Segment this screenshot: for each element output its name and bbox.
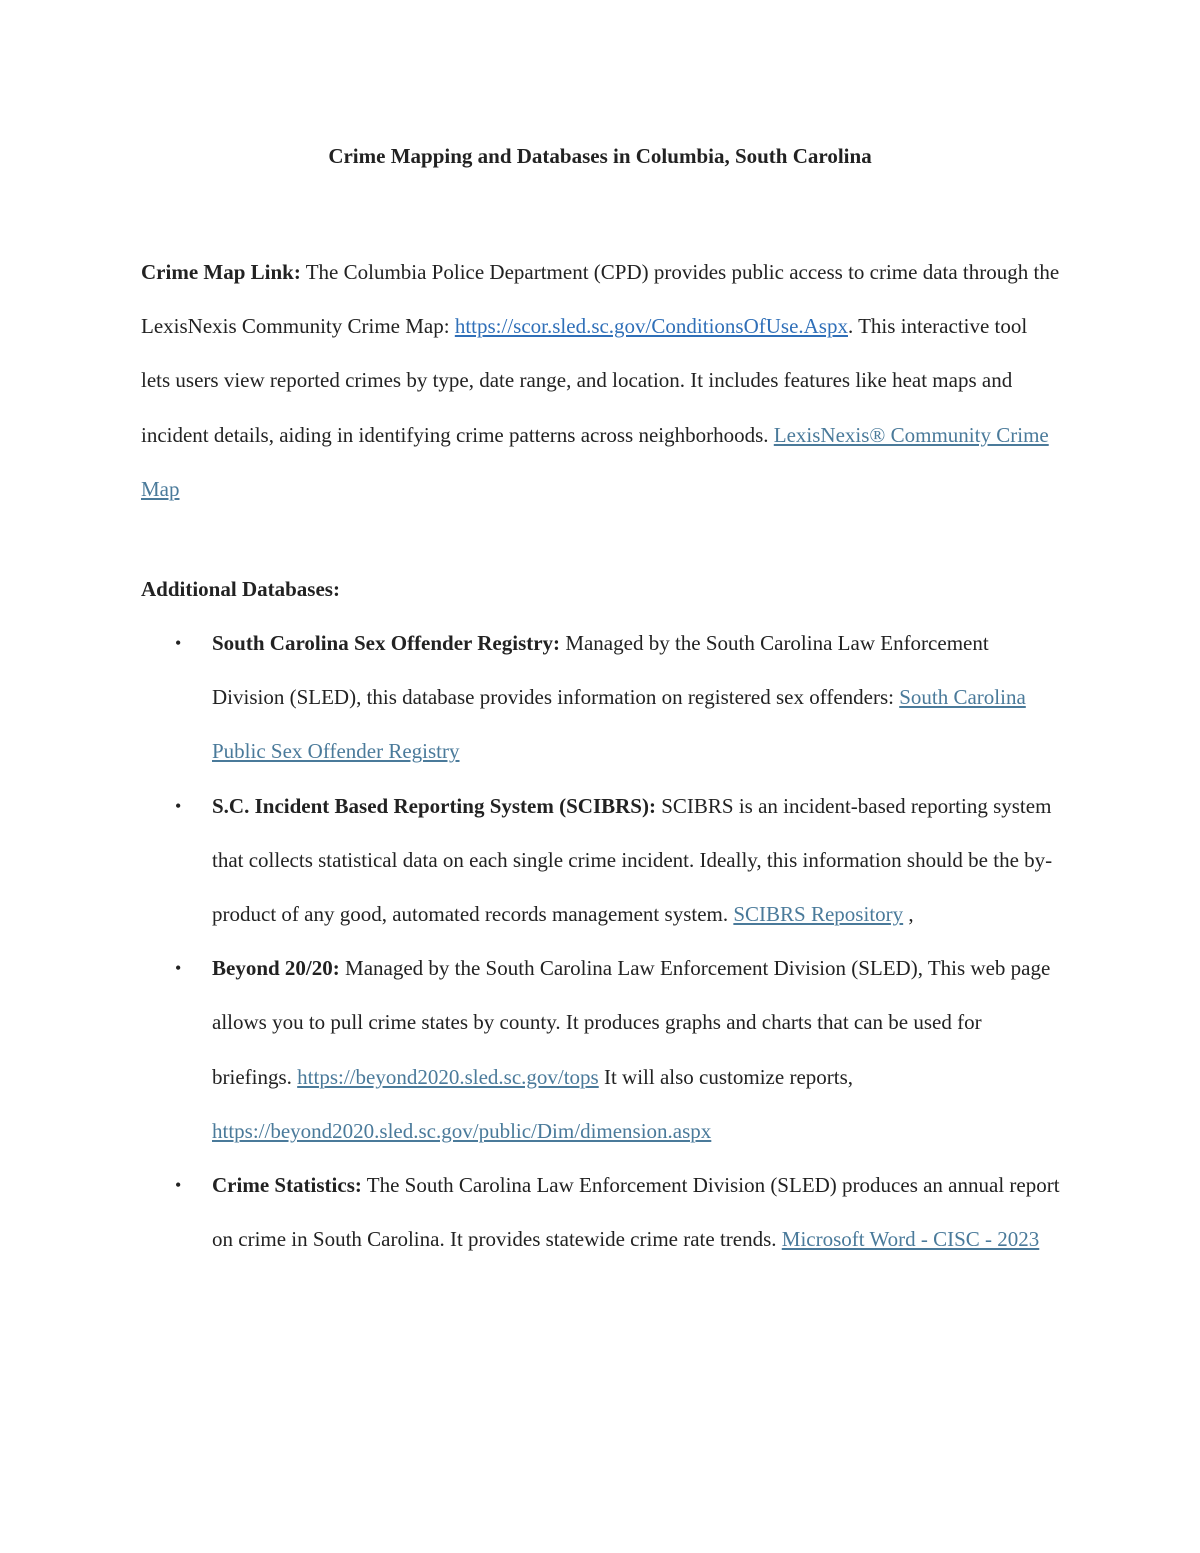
- crime-map-text-1: The Columbia Police Department (CPD) provides public access to crime data through the LexisNexis Community Crime Map:: [141, 260, 1060, 339]
- scibrs-repository-link[interactable]: SCIBRS Repository: [733, 902, 904, 927]
- bullet-text: SCIBRS is an incident-based reporting system that collects statistical data on each single crime incident. Ideally, this information should be the by-product of any good, automated records management system.: [212, 793, 1053, 927]
- cisc-2023-report-link[interactable]: Microsoft Word - CISC - 2023: [781, 1227, 1040, 1252]
- bullet-text: The South Carolina Law Enforcement Division (SLED) produces an annual report on crime in South Carolina. It provides statewide crime rate trends.: [212, 1173, 1060, 1252]
- databases-list: [0, 616, 1200, 1266]
- bullet-text: Managed by the South Carolina Law Enforcement Division (SLED), this database provides information on registered sex offenders:: [212, 631, 989, 710]
- lexisnexis-community-crime-map-link[interactable]: LexisNexis® Community Crime Map: [141, 422, 1049, 501]
- list-item-crime-statistics: [0, 1158, 1062, 1266]
- list-item-beyond-2020: [0, 941, 1062, 1158]
- list-item-scibrs: [0, 779, 1062, 942]
- beyond2020-dimension-link[interactable]: https://beyond2020.sled.sc.gov/public/Dim/dimension.aspx: [212, 1118, 712, 1143]
- bullet-label: Beyond 20/20:: [212, 956, 340, 981]
- bullet-text-middle: It will also customize reports,: [598, 1064, 854, 1089]
- document-title: Crime Mapping and Databases in Columbia, South Carolina: [328, 144, 872, 168]
- bullet-label: Crime Statistics:: [212, 1173, 362, 1198]
- beyond2020-tops-link[interactable]: https://beyond2020.sled.sc.gov/tops: [297, 1064, 599, 1089]
- list-item-sex-offender-registry: [0, 616, 1062, 779]
- bullet-text: Managed by the South Carolina Law Enforcement Division (SLED), This web page allows you to pull crime states by county. It produces graphs and charts that can be used for briefings.: [212, 956, 1051, 1089]
- crime-map-url-link[interactable]: https://scor.sled.sc.gov/ConditionsOfUse.Aspx: [454, 314, 848, 339]
- additional-databases-heading: Additional Databases:: [141, 577, 340, 601]
- bullet-label: South Carolina Sex Offender Registry:: [212, 631, 561, 655]
- crime-map-text-2: . This interactive tool lets users view reported crimes by type, date range, and location. It includes features like heat maps and incident details, aiding in identifying crime patterns across neighborhoods.: [141, 314, 1028, 447]
- crime-map-paragraph: [141, 245, 1061, 516]
- bullet-icon: •: [175, 1175, 182, 1196]
- bullet-icon: •: [175, 633, 182, 653]
- bullet-icon: •: [175, 795, 182, 816]
- crime-map-label: Crime Map Link:: [141, 260, 301, 284]
- bullet-icon: •: [175, 958, 182, 979]
- bullet-text-suffix: ,: [903, 902, 914, 927]
- sex-offender-registry-link[interactable]: South Carolina Public Sex Offender Registry: [212, 685, 1026, 764]
- bullet-label: S.C. Incident Based Reporting System (SCIBRS):: [212, 793, 656, 818]
